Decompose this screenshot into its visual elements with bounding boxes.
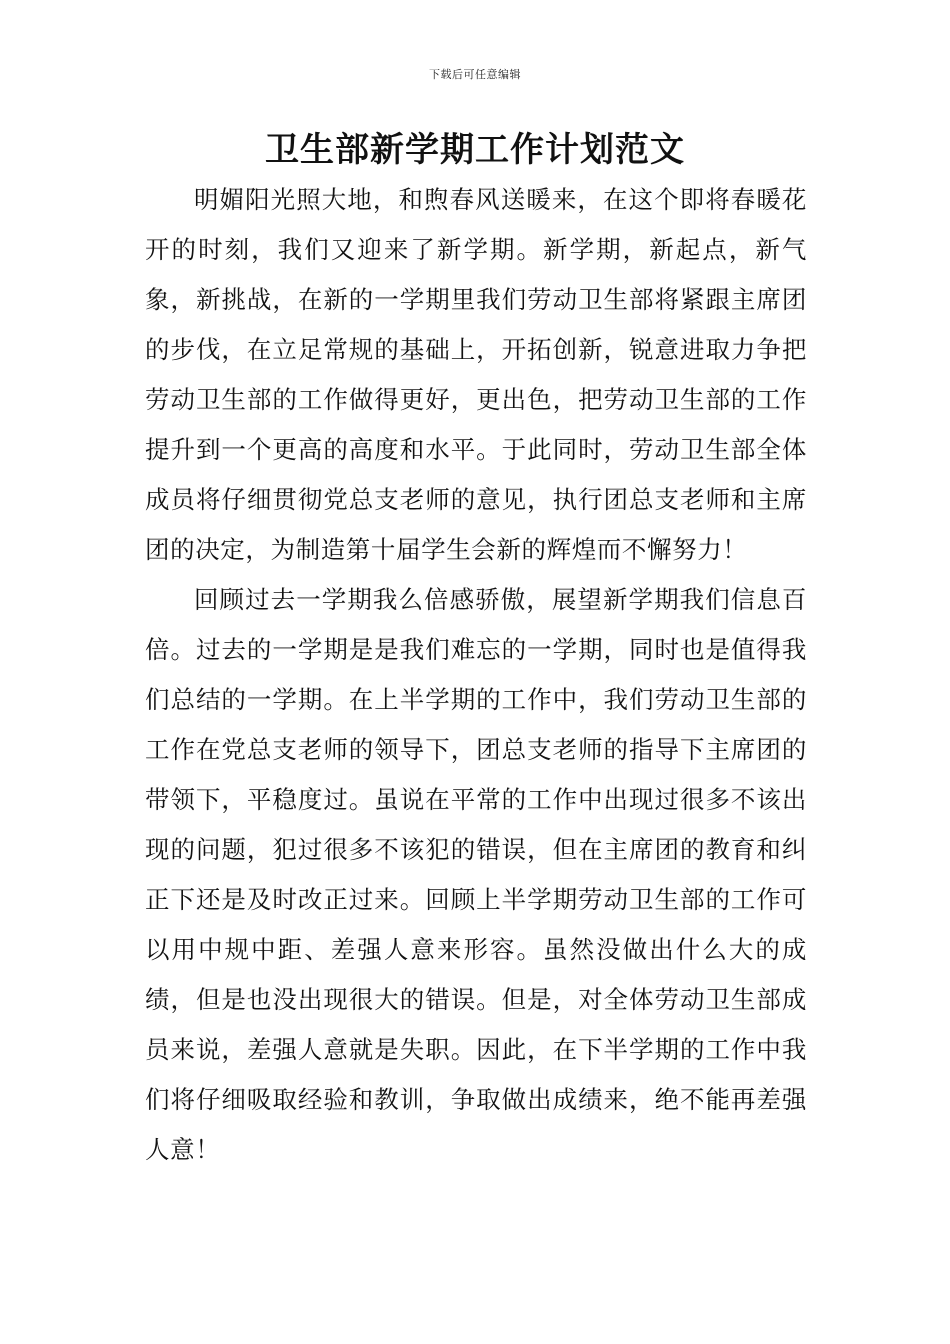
document-body (145, 175, 807, 1175)
paragraph-1: 明媚阳光照大地，和煦春风送暖来，在这个即将春暖花开的时刻，我们又迎来了新学期。新学期，新起点，新气象，新挑战，在新的一学期里我们劳动卫生部将紧跟主席团的步伐，在立足常规的基础上，开拓创新，锐意进取力争把劳动卫生部的工作做得更好，更出色，把劳动卫生部的工作提升到一个更高的高度和水平。于此同时，劳动卫生部全体成员将仔细贯彻党总支老师的意见，执行团总支老师和主席团的决定，为制造第十届学生会新的辉煌而不懈努力！ (145, 185, 807, 564)
document-title: 卫生部新学期工作计划范文 (265, 130, 685, 170)
paragraph-2: 回顾过去一学期我么倍感骄傲，展望新学期我们信息百倍。过去的一学期是是我们难忘的一学期，同时也是值得我们总结的一学期。在上半学期的工作中，我们劳动卫生部的工作在党总支老师的领导下，团总支老师的指导下主席团的带领下，平稳度过。虽说在平常的工作中出现过很多不该出现的问题，犯过很多不该犯的错误，但在主席团的教育和纠正下还是及时改正过来。回顾上半学期劳动卫生部的工作可以用中规中距、差强人意来形容。虽然没做出什么大的成绩，但是也没出现很大的错误。但是，对全体劳动卫生部成员来说，差强人意就是失职。因此，在下半学期的工作中我们将仔细吸取经验和教训，争取做出成绩来，绝不能再差强人意！ (145, 585, 807, 1164)
header-note: 下载后可任意编辑 (429, 68, 521, 81)
